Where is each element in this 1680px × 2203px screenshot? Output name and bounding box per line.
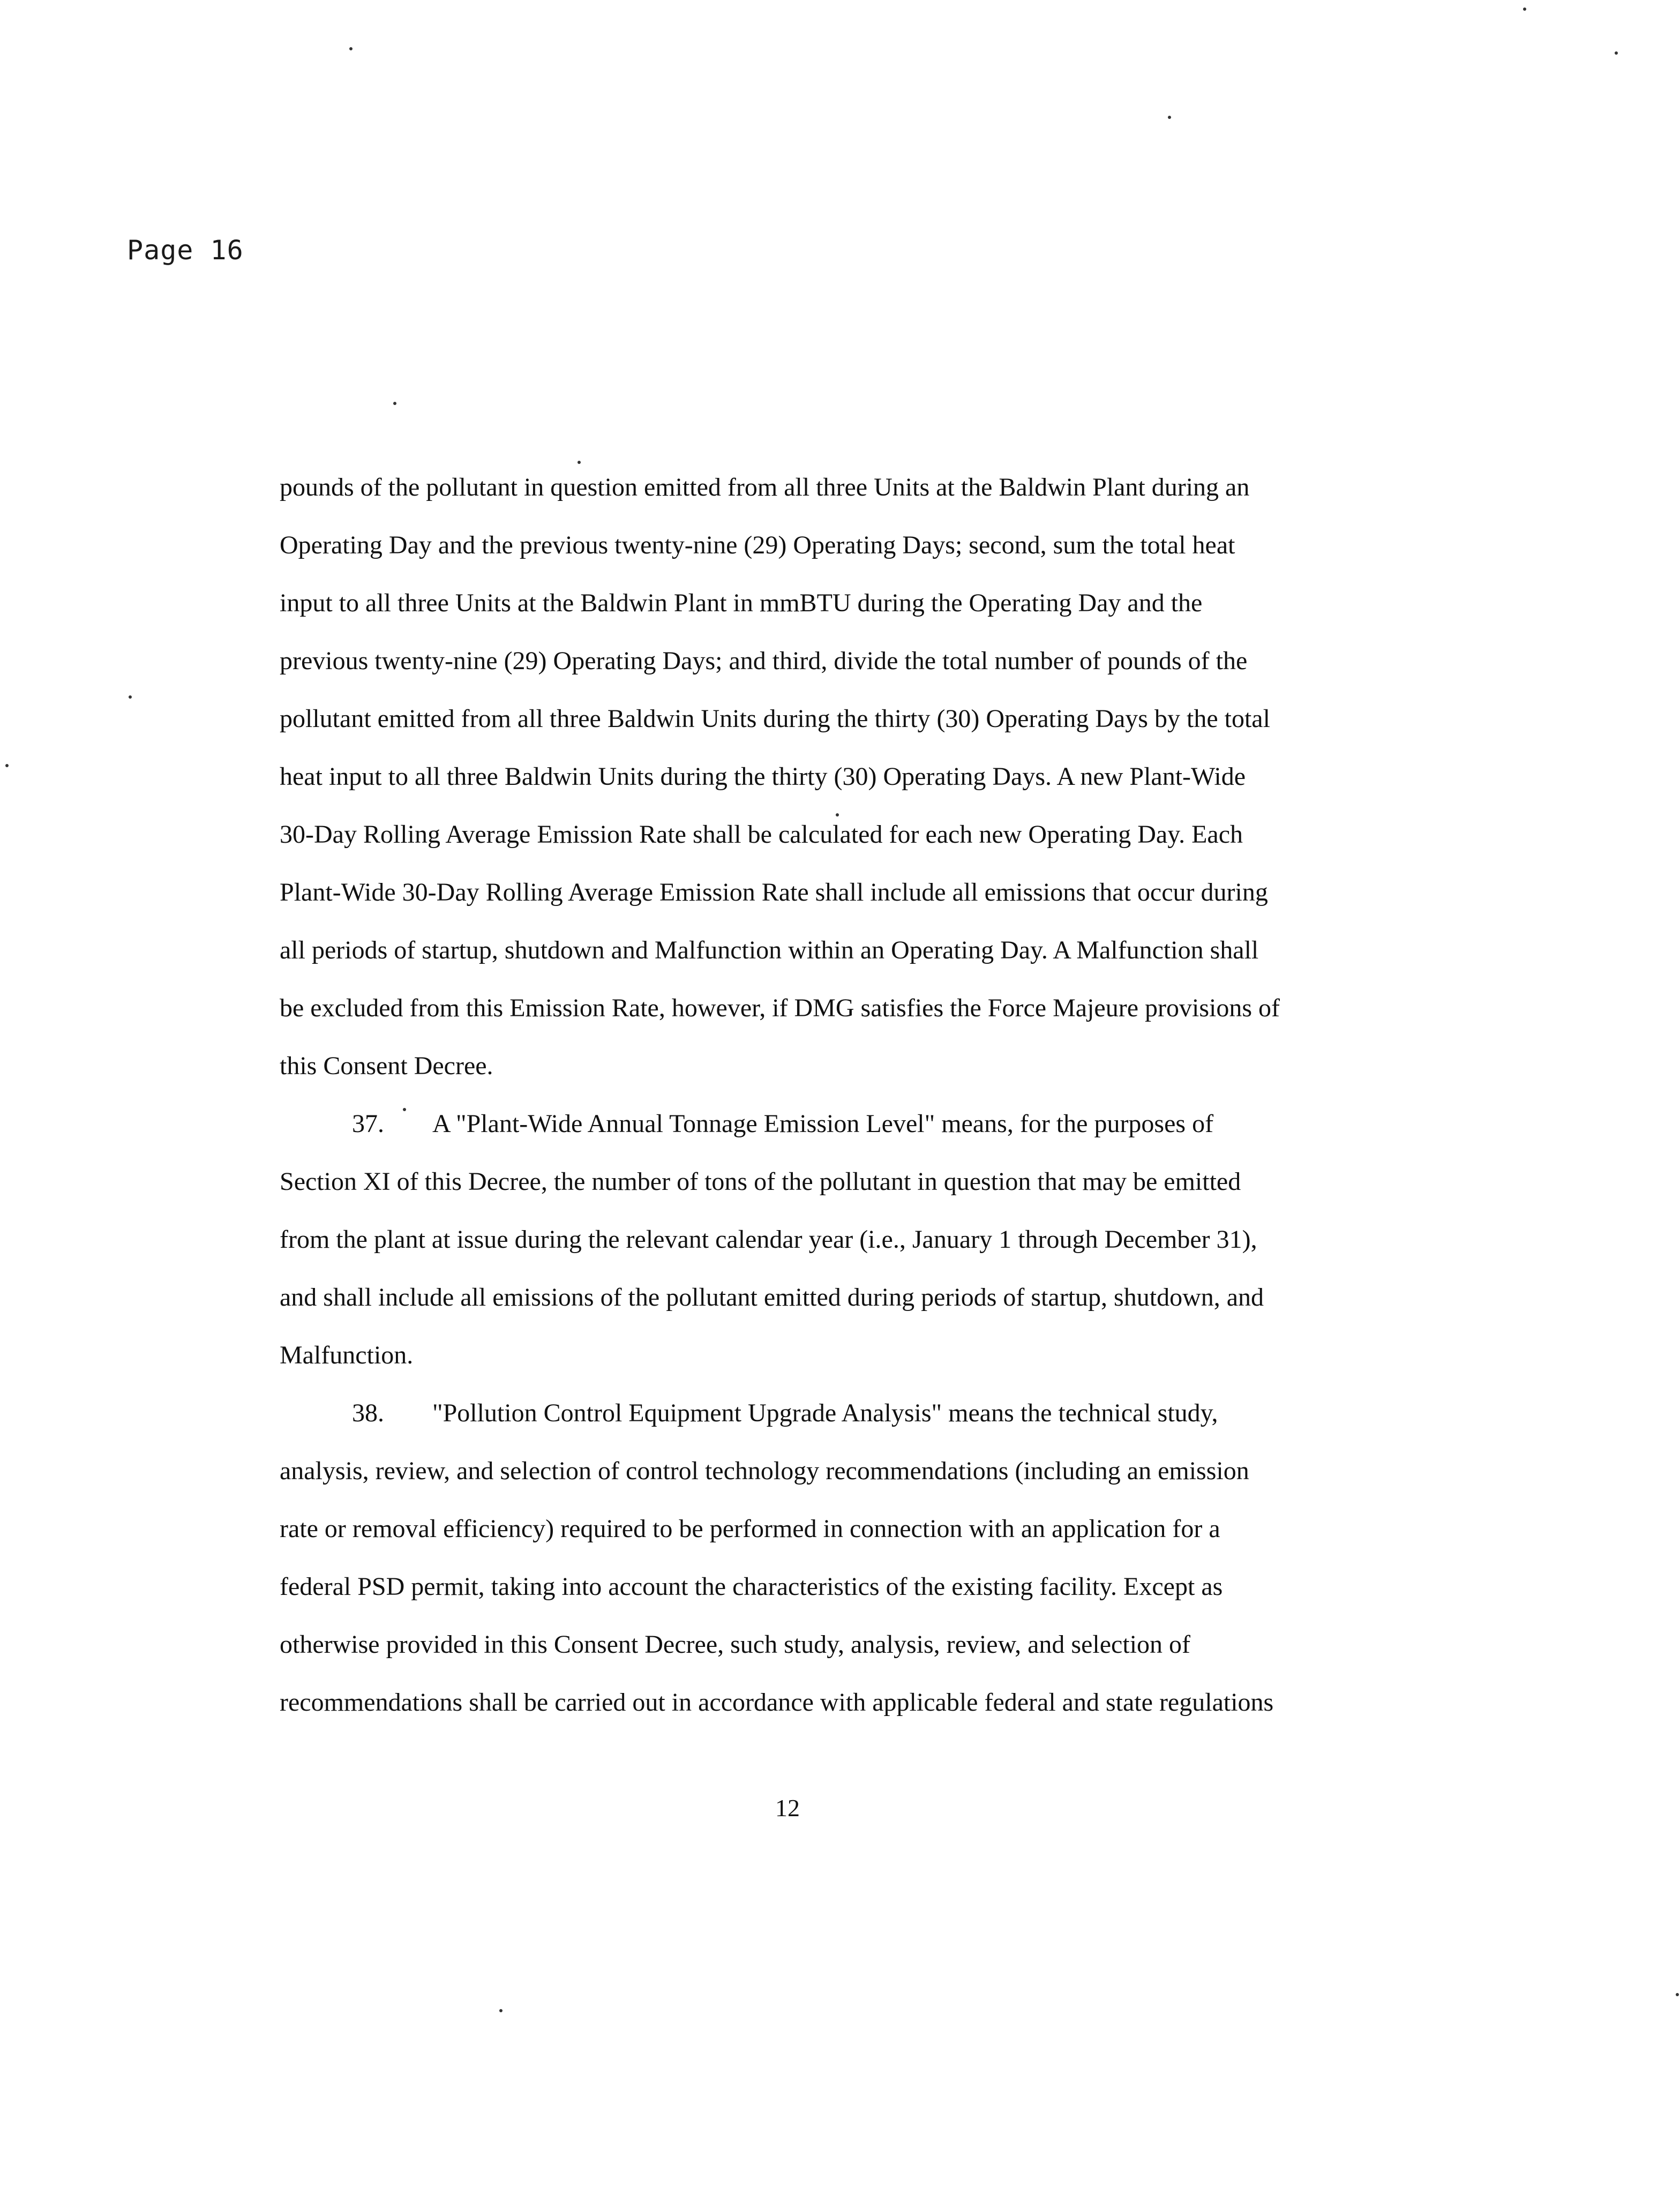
- body-line: federal PSD permit, taking into account the characteristics of the existing facility. Except as: [280, 1572, 1223, 1601]
- scan-speck: [836, 813, 839, 816]
- scan-speck: [1168, 116, 1171, 119]
- body-line: analysis, review, and selection of control technology recommendations (including an emission: [280, 1457, 1249, 1485]
- body-line: all periods of startup, shutdown and Malfunction within an Operating Day. A Malfunction shall: [280, 936, 1259, 964]
- paragraph-number: 37.: [352, 1110, 384, 1138]
- body-line: recommendations shall be carried out in accordance with applicable federal and state regulations: [280, 1688, 1274, 1717]
- body-line: previous twenty-nine (29) Operating Days; and third, divide the total number of pounds of the: [280, 647, 1248, 675]
- scan-speck: [129, 695, 132, 699]
- paragraph-text: A "Plant-Wide Annual Tonnage Emission Level" means, for the purposes of: [432, 1110, 1214, 1138]
- body-line: otherwise provided in this Consent Decree, such study, analysis, review, and selection of: [280, 1630, 1191, 1659]
- paragraph-38-first-line: [352, 1397, 1218, 1429]
- scan-speck: [393, 402, 396, 405]
- scan-speck: [349, 47, 352, 50]
- paragraph-37-first-line: [352, 1108, 1213, 1140]
- scan-speck: [5, 764, 9, 767]
- page-label: Page 16: [127, 235, 244, 266]
- scan-speck: [1615, 51, 1618, 55]
- body-line: Section XI of this Decree, the number of tons of the pollutant in question that may be emitted: [280, 1167, 1241, 1196]
- body-line: be excluded from this Emission Rate, however, if DMG satisfies the Force Majeure provisions of: [280, 994, 1280, 1022]
- body-line: pounds of the pollutant in question emitted from all three Units at the Baldwin Plant during an: [280, 473, 1250, 501]
- scan-speck: [578, 461, 581, 464]
- body-line: from the plant at issue during the relevant calendar year (i.e., January 1 through December 31),: [280, 1225, 1257, 1254]
- scan-speck: [1523, 8, 1526, 11]
- body-line: rate or removal efficiency) required to be performed in connection with an application for a: [280, 1515, 1220, 1543]
- scan-speck: [1676, 1993, 1679, 1996]
- body-line: Operating Day and the previous twenty-nine (29) Operating Days; second, sum the total heat: [280, 531, 1235, 559]
- body-line: Malfunction.: [280, 1341, 414, 1369]
- body-line: pollutant emitted from all three Baldwin Units during the thirty (30) Operating Days by the total: [280, 705, 1270, 733]
- body-line: this Consent Decree.: [280, 1052, 493, 1080]
- body-line: 30-Day Rolling Average Emission Rate shall be calculated for each new Operating Day. Each: [280, 820, 1243, 849]
- paragraph-text: "Pollution Control Equipment Upgrade Analysis" means the technical study,: [432, 1399, 1218, 1427]
- page-number: 12: [775, 1794, 800, 1822]
- body-line: heat input to all three Baldwin Units during the thirty (30) Operating Days. A new Plant-Wide: [280, 762, 1246, 791]
- paragraph-number: 38.: [352, 1399, 384, 1427]
- body-line: input to all three Units at the Baldwin Plant in mmBTU during the Operating Day and the: [280, 589, 1203, 617]
- scan-speck: [499, 2009, 502, 2012]
- body-line: Plant-Wide 30-Day Rolling Average Emission Rate shall include all emissions that occur during: [280, 878, 1268, 906]
- body-line: and shall include all emissions of the pollutant emitted during periods of startup, shutdown, and: [280, 1283, 1264, 1312]
- scan-speck: [403, 1108, 406, 1111]
